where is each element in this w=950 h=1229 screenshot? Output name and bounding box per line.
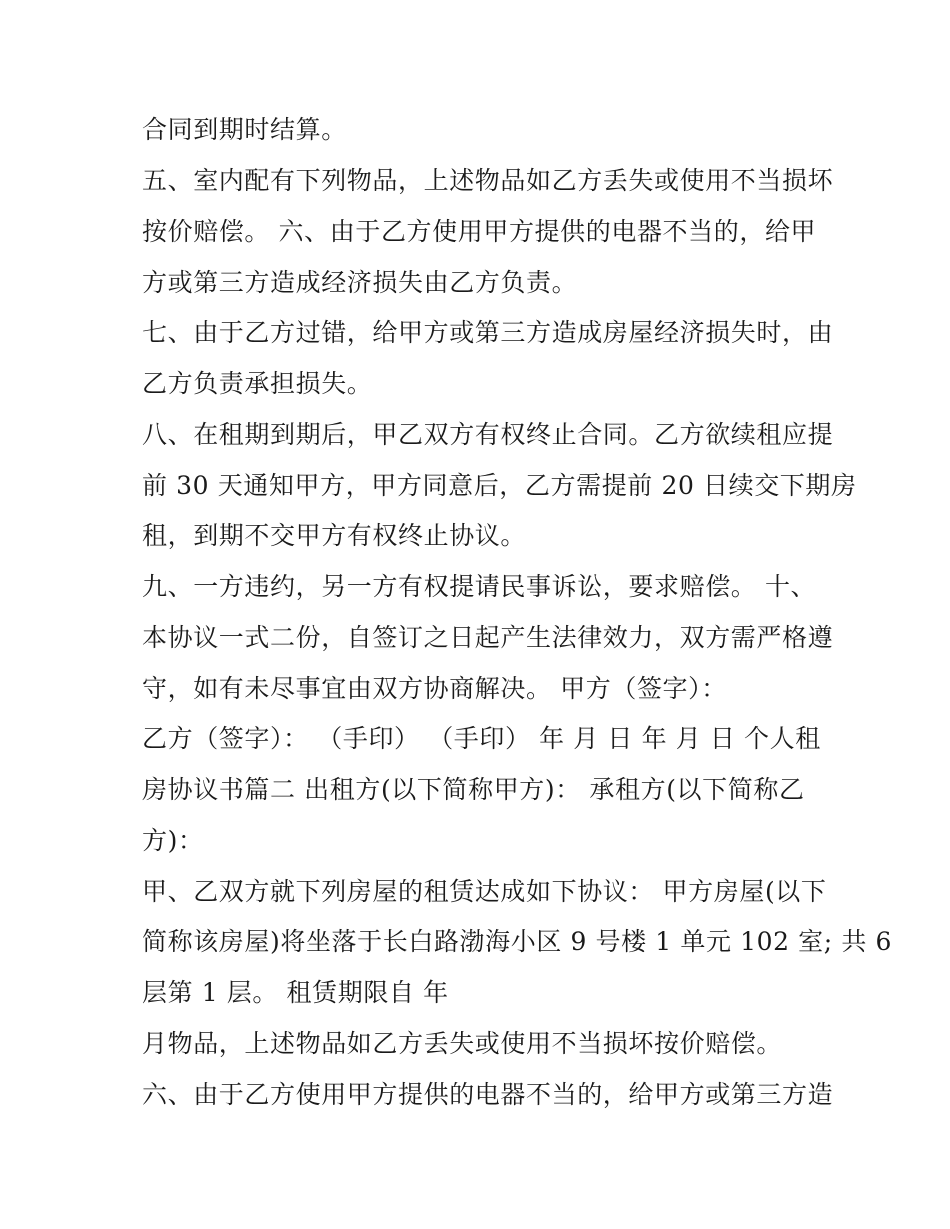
text-line: 乙方（签字）： （手印） （手印） 年 月 日 年 月 日 个人租 bbox=[142, 724, 821, 753]
text-line: 按价赔偿。 六、由于乙方使用甲方提供的电器不当的，给甲 bbox=[142, 217, 817, 246]
text-line: 九、一方违约，另一方有权提请民事诉讼，要求赔偿。 十、 bbox=[142, 572, 817, 601]
text-line: 合同到期时结算。 bbox=[142, 115, 347, 144]
text-line: 本协议一式二份，自签订之日起产生法律效力，双方需严格遵 bbox=[142, 623, 834, 652]
text-line: 层第 1 层。 租赁期限自 年 bbox=[142, 978, 449, 1007]
text-line: 六、由于乙方使用甲方提供的电器不当的，给甲方或第三方造 bbox=[142, 1080, 834, 1109]
text-line: 租，到期不交甲方有权终止协议。 bbox=[142, 521, 527, 550]
text-line: 五、室内配有下列物品，上述物品如乙方丢失或使用不当损坏 bbox=[142, 166, 834, 195]
text-line: 方)： bbox=[142, 826, 204, 855]
text-line: 七、由于乙方过错，给甲方或第三方造成房屋经济损失时，由 bbox=[142, 318, 834, 347]
text-line: 甲、乙双方就下列房屋的租赁达成如下协议： 甲方房屋(以下 bbox=[142, 877, 827, 906]
text-line: 前 30 天通知甲方，甲方同意后，乙方需提前 20 日续交下期房 bbox=[142, 471, 857, 500]
text-line: 八、在租期到期后，甲乙双方有权终止合同。乙方欲续租应提 bbox=[142, 420, 834, 449]
text-line: 房协议书篇二 出租方(以下简称甲方)： 承租方(以下简称乙 bbox=[142, 775, 805, 804]
text-line: 方或第三方造成经济损失由乙方负责。 bbox=[142, 268, 578, 297]
text-line: 月物品，上述物品如乙方丢失或使用不当损坏按价赔偿。 bbox=[142, 1029, 783, 1058]
text-line: 简称该房屋)将坐落于长白路渤海小区 9 号楼 1 单元 102 室; 共 6 bbox=[142, 927, 892, 956]
text-line: 守，如有未尽事宜由双方协商解决。 甲方（签字）： bbox=[142, 674, 727, 703]
text-line: 乙方负责承担损失。 bbox=[142, 369, 373, 398]
